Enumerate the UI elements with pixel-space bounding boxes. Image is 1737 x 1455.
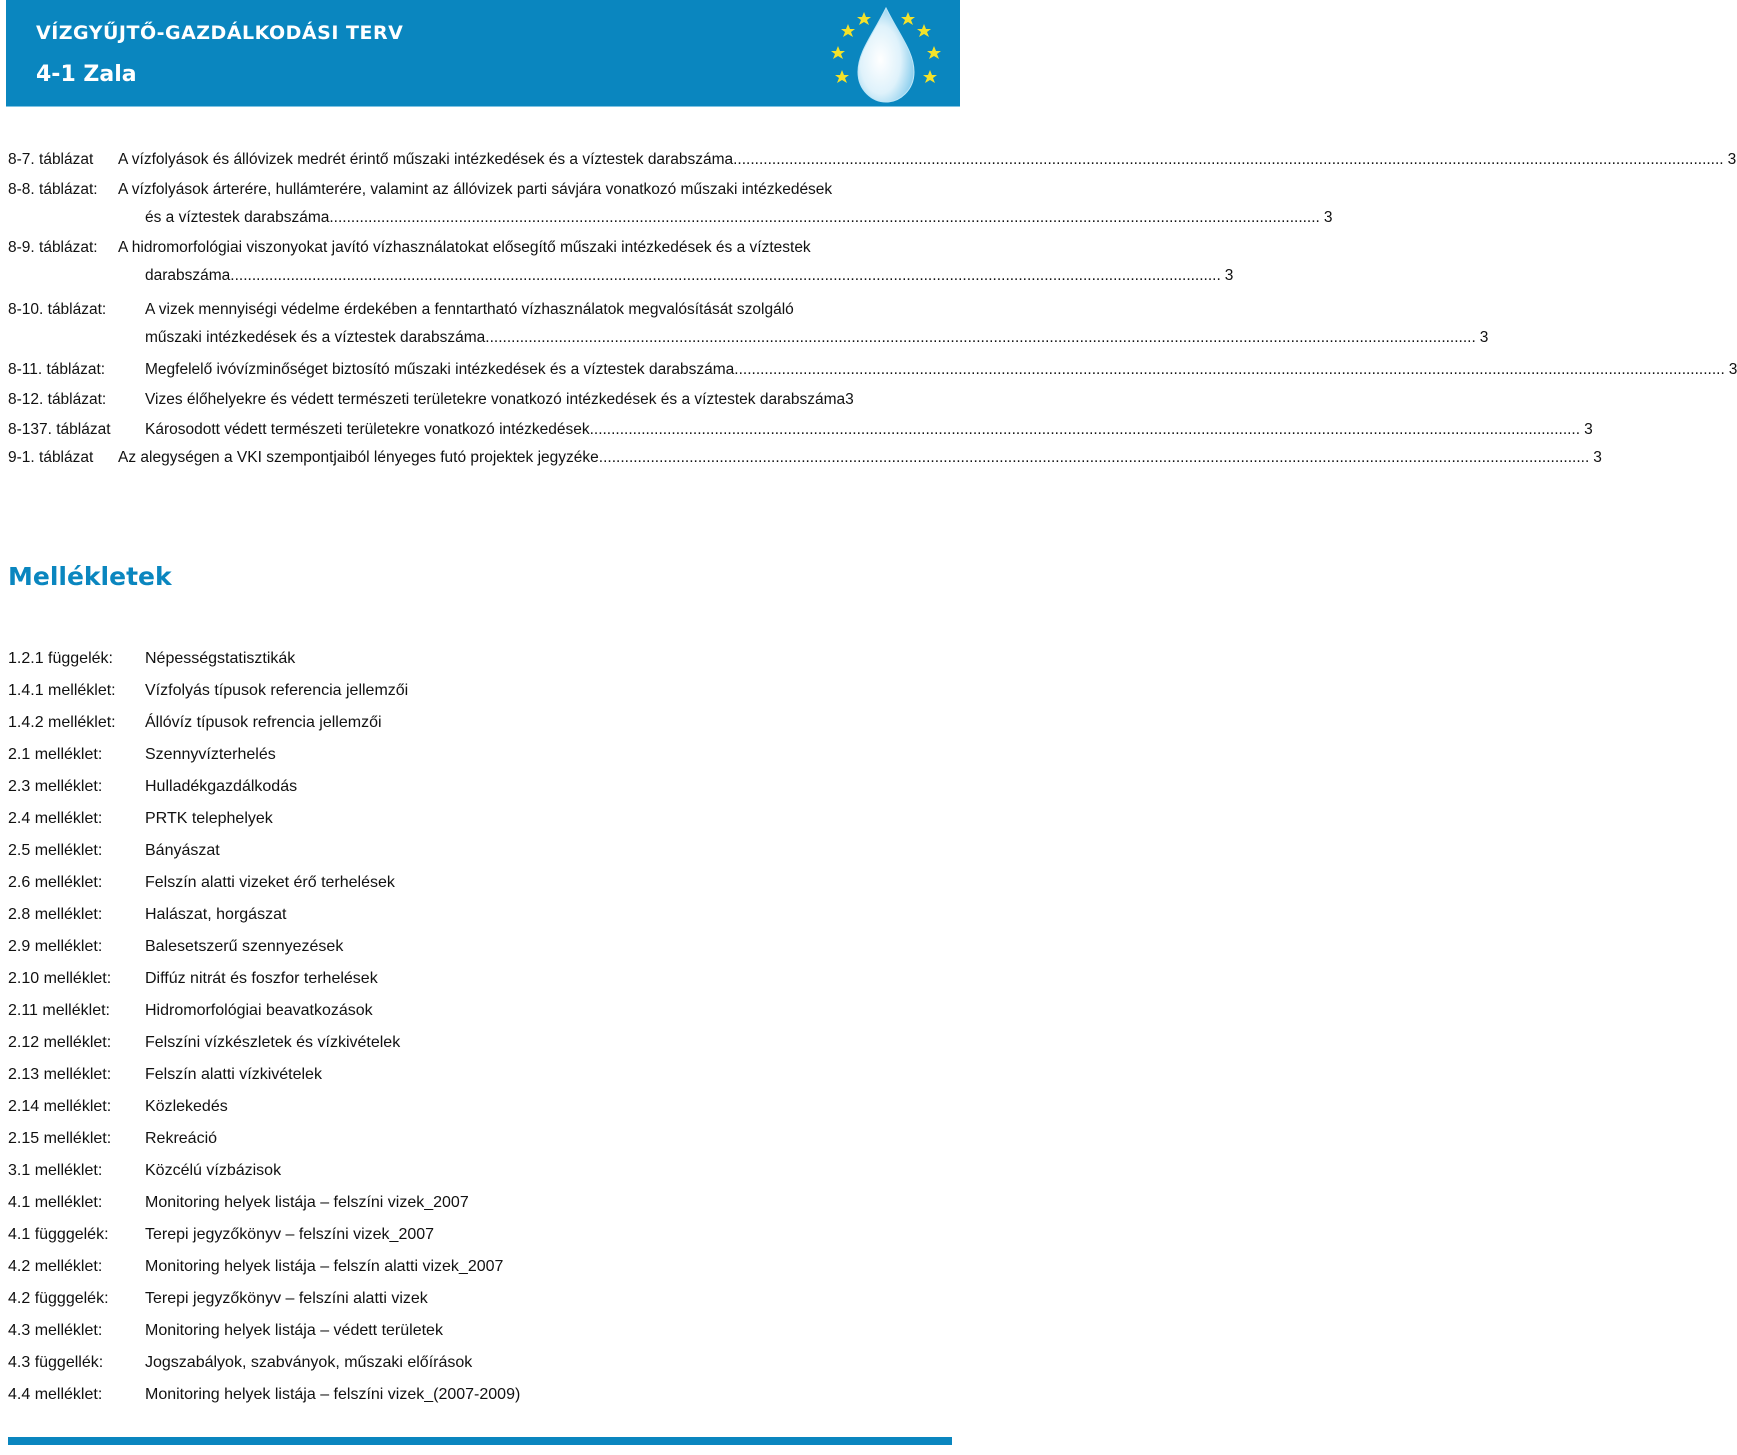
annex-code: 4.2 függgelék: [8,1290,109,1307]
toc-entry-code: 8-12. táblázat: [8,391,107,408]
toc-entry-code: 8-137. táblázat [8,421,111,438]
annex-title: Bányászat [145,842,220,859]
toc-entry-page: 3 [1224,267,1234,284]
annex-code: 2.4 melléklet: [8,810,103,827]
annex-code: 2.11 melléklet: [8,1002,110,1019]
toc-entry-text: Megfelelő ivóvízminőséget biztosító műszaki intézkedések és a víztestek darabszáma [145,361,735,378]
document-subtitle: 4-1 Zala [36,62,137,87]
toc-entry[interactable] [8,148,1737,172]
toc-entry-code: 8-11. táblázat: [8,361,106,378]
toc-entry-page: 3 [1479,329,1489,346]
annex-title: Monitoring helyek listája – felszín alatti vizek_2007 [145,1258,504,1275]
annex-title: Felszín alatti vizeket érő terhelések [145,874,395,891]
annex-title: Halászat, horgászat [145,906,287,923]
footer-bar [8,1437,952,1445]
toc-entry-code: 8-7. táblázat [8,151,94,168]
toc-entry-text: Az alegységen a VKI szempontjaiból lényeges futó projektek jegyzéke [118,449,599,466]
water-drop-eu-stars-icon [812,2,960,104]
toc-entry[interactable] [8,298,1489,354]
annex-title: Felszín alatti vízkivételek [145,1066,322,1083]
document-title: VÍZGYŰJTŐ-GAZDÁLKODÁSI TERV [36,22,404,44]
annex-code: 2.13 melléklet: [8,1066,112,1083]
toc-entry-text-continued: darabszáma [145,267,231,284]
toc-entry-text-continued: és a víztestek darabszáma [145,209,330,226]
annex-code: 2.6 melléklet: [8,874,103,891]
annex-code: 4.3 függellék: [8,1354,104,1371]
annex-title: Diffúz nitrát és foszfor terhelések [145,970,378,987]
annex-title: Monitoring helyek listája – védett területek [145,1322,443,1339]
annex-title: Hulladékgazdálkodás [145,778,298,795]
toc-entry-page: 3 [1584,421,1593,438]
toc-entry[interactable] [8,236,1234,292]
annex-code: 2.12 melléklet: [8,1034,112,1051]
toc-entry-text: Vizes élőhelyekre és védett természeti területekre vonatkozó intézkedések és a víztestek darabszáma3 [145,391,854,408]
annex-code: 2.9 melléklet: [8,938,103,955]
toc-entry-page: 3 [1593,449,1602,466]
annex-title: Monitoring helyek listája – felszíni vizek_2007 [145,1194,469,1211]
document-header [6,0,960,107]
toc-entry-code: 9-1. táblázat [8,449,94,466]
toc-dot-leader: ...................................................................................................................................................................................................................................... [230,267,1221,284]
toc-entry[interactable] [8,178,1333,234]
annex-code: 2.10 melléklet: [8,970,112,987]
toc-entry-code: 8-10. táblázat: [8,301,107,318]
annex-code: 4.1 függgelék: [8,1226,109,1243]
toc-entry[interactable] [8,388,952,412]
annex-title: Szennyvízterhelés [145,746,276,763]
annex-title: PRTK telephelyek [145,810,273,827]
toc-entry-code: 8-8. táblázat: [8,181,98,198]
toc-dot-leader: ...................................................................................................................................................................................................................................... [329,209,1320,226]
annex-title: Közlekedés [145,1098,228,1115]
toc-entry-text: Károsodott védett természeti területekre vonatkozó intézkedések [145,421,590,438]
annex-code: 2.1 melléklet: [8,746,103,763]
toc-dot-leader: ...................................................................................................................................................................................................................................... [589,421,1581,438]
annex-code: 2.15 melléklet: [8,1130,112,1147]
annex-code: 2.3 melléklet: [8,778,103,795]
toc-entry[interactable] [8,418,1593,442]
toc-entry-code: 8-9. táblázat: [8,239,98,256]
toc-entry-text: A vízfolyások árterére, hullámterére, valamint az állóvizek parti sávjára vonatkozó műszaki intézkedések [118,181,833,198]
annex-title: Népességstatisztikák [145,650,296,667]
annex-title: Felszíni vízkészletek és vízkivételek [145,1034,401,1051]
toc-entry[interactable] [8,446,1602,470]
annex-code: 3.1 melléklet: [8,1162,103,1179]
toc-entry[interactable] [8,358,1737,382]
annex-code: 4.1 melléklet: [8,1194,103,1211]
toc-dot-leader: ...................................................................................................................................................................................................................................... [733,151,1724,168]
annex-code: 1.4.2 melléklet: [8,714,116,731]
annex-title: Vízfolyás típusok referencia jellemzői [145,682,409,699]
toc-dot-leader: ...................................................................................................................................................................................................................................... [485,329,1476,346]
annex-code: 2.5 melléklet: [8,842,103,859]
toc-entry-text: A vízfolyások és állóvizek medrét érintő műszaki intézkedések és a víztestek darabszáma [118,151,734,168]
toc-dot-leader: ...................................................................................................................................................................................................................................... [734,361,1725,378]
annex-code: 1.4.1 melléklet: [8,682,116,699]
toc-entry-text: A vizek mennyiségi védelme érdekében a fenntartható vízhasználatok megvalósítását szolgáló [145,301,794,318]
toc-entry-text: A hidromorfológiai viszonyokat javító vízhasználatokat elősegítő műszaki intézkedések és a víztestek [118,239,811,256]
annex-code: 1.2.1 függelék: [8,650,113,667]
section-title: Mellékletek [8,562,172,591]
annex-title: Terepi jegyzőkönyv – felszíni vizek_2007 [145,1226,435,1243]
annex-code: 4.3 melléklet: [8,1322,103,1339]
annex-title: Terepi jegyzőkönyv – felszíni alatti vizek [145,1290,428,1307]
annex-code: 4.4 melléklet: [8,1386,103,1403]
toc-entry-page: 3 [1727,151,1737,168]
annex-title: Állóvíz típusok refrencia jellemzői [145,714,382,731]
annex-title: Hidromorfológiai beavatkozások [145,1002,373,1019]
annex-title: Balesetszerű szennyezések [145,938,344,955]
toc-entry-page: 3 [1728,361,1737,378]
annex-title: Jogszabályok, szabványok, műszaki előírások [145,1354,473,1371]
toc-dot-leader: ...................................................................................................................................................................................................................................... [598,449,1590,466]
annex-code: 2.8 melléklet: [8,906,103,923]
annex-title: Rekreáció [145,1130,218,1147]
annex-title: Monitoring helyek listája – felszíni vizek_(2007-2009) [145,1386,521,1403]
annex-code: 2.14 melléklet: [8,1098,112,1115]
toc-entry-text-continued: műszaki intézkedések és a víztestek darabszáma [145,329,486,346]
annex-title: Közcélú vízbázisok [145,1162,282,1179]
annex-code: 4.2 melléklet: [8,1258,103,1275]
toc-entry-page: 3 [1323,209,1333,226]
